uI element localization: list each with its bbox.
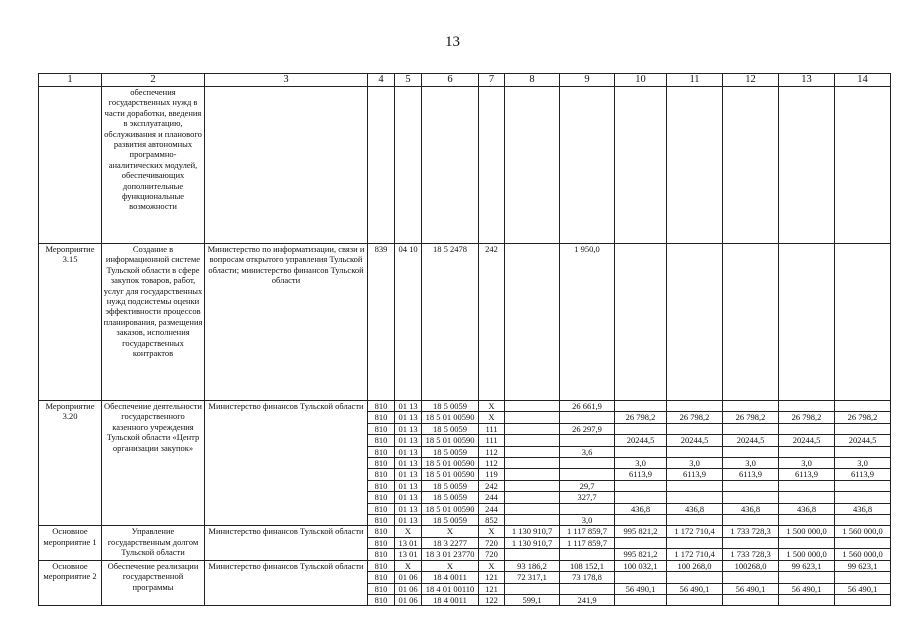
cell-c12: 3,0 [723, 458, 779, 469]
cell-c12 [723, 401, 779, 412]
cell-c5: 13 01 [395, 537, 422, 548]
cell-c4: 810 [368, 401, 395, 412]
cell-c8 [505, 423, 560, 434]
cell-c14 [835, 423, 891, 434]
header-cell: 7 [479, 74, 505, 87]
cell-c5: 01 13 [395, 458, 422, 469]
cell-c12: 56 490,1 [723, 583, 779, 594]
cell-c7: 242 [479, 244, 505, 401]
cell-c11 [667, 537, 723, 548]
cell-c8 [505, 435, 560, 446]
cell-c8: 599,1 [505, 594, 560, 605]
cell-c14 [835, 480, 891, 491]
cell-c8 [505, 469, 560, 480]
cell-c12 [723, 515, 779, 526]
cell-c4: 810 [368, 594, 395, 605]
cell-c7: 112 [479, 446, 505, 457]
cell-c13 [779, 480, 835, 491]
cell-c6: 18 4 0011 [422, 594, 479, 605]
cell-c10 [615, 594, 667, 605]
cell-c6: 18 5 0059 [422, 446, 479, 457]
cell-c9: 73 178,8 [560, 572, 615, 583]
cell-c7: Х [479, 526, 505, 537]
cell-c7: 244 [479, 503, 505, 514]
cell-c5: 01 13 [395, 503, 422, 514]
cell-c10 [615, 401, 667, 412]
cell-c6: Х [422, 560, 479, 571]
header-row [39, 74, 891, 87]
cell-c6: Х [422, 526, 479, 537]
header-cell: 6 [422, 74, 479, 87]
header-cell: 8 [505, 74, 560, 87]
cell-c9: 108 152,1 [560, 560, 615, 571]
cell-c12: 436,8 [723, 503, 779, 514]
cell-c5: 01 13 [395, 435, 422, 446]
cell-c8 [505, 412, 560, 423]
main-measure-1-body [39, 526, 891, 560]
cell-c9: 3,6 [560, 446, 615, 457]
cell-c12: 6113,9 [723, 469, 779, 480]
cell-c13 [779, 446, 835, 457]
cell-c5: 13 01 [395, 549, 422, 560]
cell-c13: 26 798,2 [779, 412, 835, 423]
cell-c8 [505, 515, 560, 526]
main-measure-1-description: Управление государственным долгом Тульской области [102, 526, 205, 560]
header-cell: 13 [779, 74, 835, 87]
cell-c6: 18 3 01 23770 [422, 549, 479, 560]
cell-c8 [505, 458, 560, 469]
header-cell: 12 [723, 74, 779, 87]
cell-c10: 436,8 [615, 503, 667, 514]
measure-3-15-row [39, 244, 891, 401]
header-cell: 5 [395, 74, 422, 87]
program-table [38, 73, 891, 606]
continuation-description: обеспечения государственных нужд в части доработки, введения в эксплуатацию, обслуживания и планового развития автономных программно-аналитических модулей, обеспечивающих дополнительные функциональные возможности [102, 87, 205, 244]
cell-c7: 111 [479, 435, 505, 446]
cell-c4: 810 [368, 583, 395, 594]
cell-c6: 18 5 01 00590 [422, 435, 479, 446]
header-cell: 9 [560, 74, 615, 87]
cell-c6: 18 5 0059 [422, 492, 479, 503]
cell-c10 [615, 423, 667, 434]
cell-c4: 810 [368, 537, 395, 548]
cell-c6: 18 5 0059 [422, 423, 479, 434]
cell-c8 [505, 492, 560, 503]
cell-c14: 436,8 [835, 503, 891, 514]
cell-c5: Х [395, 526, 422, 537]
cell-c10: 995 821,2 [615, 526, 667, 537]
cell-c8 [505, 480, 560, 491]
cell-c11 [667, 594, 723, 605]
cell-c11 [667, 492, 723, 503]
main-measure-1-label: Основное мероприятие 1 [39, 526, 102, 560]
cell-c9: 1 117 859,7 [560, 526, 615, 537]
header-cell: 2 [102, 74, 205, 87]
cell-c12 [723, 480, 779, 491]
cell-c13: 6113,9 [779, 469, 835, 480]
header-cell: 14 [835, 74, 891, 87]
cell-c13: 99 623,1 [779, 560, 835, 571]
cell-c7: 122 [479, 594, 505, 605]
cell-c12 [723, 446, 779, 457]
cell-c11: 56 490,1 [667, 583, 723, 594]
cell-c8 [505, 583, 560, 594]
cell-c11 [667, 423, 723, 434]
cell-c10 [615, 515, 667, 526]
cell-c6: 18 5 0059 [422, 515, 479, 526]
cell-c14: 56 490,1 [835, 583, 891, 594]
cell-c8 [505, 446, 560, 457]
cell-c14 [835, 446, 891, 457]
cell-c6: 18 4 01 00110 [422, 583, 479, 594]
cell-c4: 810 [368, 446, 395, 457]
cell-c9 [560, 503, 615, 514]
cell-c14: 6113,9 [835, 469, 891, 480]
cell-c8 [505, 401, 560, 412]
cell-c12 [723, 423, 779, 434]
cell-c9 [560, 469, 615, 480]
cell-c5: 01 13 [395, 492, 422, 503]
cell-c14: 1 560 000,0 [835, 549, 891, 560]
cell-c4: 810 [368, 458, 395, 469]
cell-c12 [723, 537, 779, 548]
cell-c9 [560, 549, 615, 560]
cell-c4: 810 [368, 526, 395, 537]
cell-c11: 26 798,2 [667, 412, 723, 423]
cell-c14 [835, 401, 891, 412]
cell-c13: 20244,5 [779, 435, 835, 446]
cell-c7: Х [479, 401, 505, 412]
cell-c12 [723, 594, 779, 605]
cell-c8 [505, 244, 560, 401]
main-measure-1-row [39, 526, 891, 537]
cell-c12 [723, 492, 779, 503]
cell-c8 [505, 503, 560, 514]
cell-c14: 99 623,1 [835, 560, 891, 571]
cell-c5: 01 13 [395, 423, 422, 434]
cell-c6: 18 5 0059 [422, 401, 479, 412]
cell-c13 [779, 515, 835, 526]
cell-c14 [835, 594, 891, 605]
cell-c13: 436,8 [779, 503, 835, 514]
cell-c8: 72 317,1 [505, 572, 560, 583]
cell-c9 [560, 583, 615, 594]
cell-c11: 20244,5 [667, 435, 723, 446]
cell-c10: 6113,9 [615, 469, 667, 480]
cell-c11: 100 268,0 [667, 560, 723, 571]
cell-c10 [615, 446, 667, 457]
cell-c11 [667, 401, 723, 412]
measure-3-20-description: Обеспечение деятельности государственного казенного учреждения Тульской области «Центр организации закупок» [102, 401, 205, 526]
cell-c10 [615, 572, 667, 583]
cell-c4: 810 [368, 412, 395, 423]
measure-3-15-description: Создание в информационной системе Тульской области в сфере закупок товаров, работ, услуг для государственных нужд подсистемы оценки эффективности процессов планирования, размещения заказов, исполнения государственных контрактов [102, 244, 205, 401]
header-cell: 3 [205, 74, 368, 87]
cell-c14: 20244,5 [835, 435, 891, 446]
cell-c13 [779, 492, 835, 503]
cell-c9: 26 661,9 [560, 401, 615, 412]
cell-c8: 1 130 910,7 [505, 537, 560, 548]
cell-c5: 01 13 [395, 446, 422, 457]
cell-c7: 720 [479, 537, 505, 548]
cell-c4: 810 [368, 435, 395, 446]
cell-c7: 112 [479, 458, 505, 469]
cell-c10: 26 798,2 [615, 412, 667, 423]
cell-c6: 18 3 2277 [422, 537, 479, 548]
cell-c6: 18 5 01 00590 [422, 469, 479, 480]
cell-c5: 01 13 [395, 412, 422, 423]
main-measure-2-executor: Министерство финансов Тульской области [205, 560, 368, 606]
cell-c13 [779, 401, 835, 412]
measure-3-15-executor: Министерство по информатизации, связи и вопросам открытого управления Тульской области; министерство финансов Тульской области [205, 244, 368, 401]
header-cell: 11 [667, 74, 723, 87]
measure-3-20-row [39, 401, 891, 412]
cell-c9: 241,9 [560, 594, 615, 605]
cell-c10: 56 490,1 [615, 583, 667, 594]
measure-3-20-executor: Министерство финансов Тульской области [205, 401, 368, 526]
cell-c13 [779, 572, 835, 583]
cell-c5: 01 13 [395, 401, 422, 412]
cell-c11 [667, 572, 723, 583]
measure-3-20-label: Мероприятие 3.20 [39, 401, 102, 526]
cell-c5: 04 10 [395, 244, 422, 401]
cell-c4: 810 [368, 560, 395, 571]
cell-c7: 720 [479, 549, 505, 560]
cell-c10: 100 032,1 [615, 560, 667, 571]
header-cell: 10 [615, 74, 667, 87]
cell-c9: 26 297,9 [560, 423, 615, 434]
cell-c13 [779, 594, 835, 605]
cell-c12 [723, 572, 779, 583]
cell-c6: 18 5 0059 [422, 480, 479, 491]
cell-c10: 995 821,2 [615, 549, 667, 560]
cell-c9: 1 950,0 [560, 244, 615, 401]
cell-c14: 3,0 [835, 458, 891, 469]
main-measure-2-description: Обеспечение реализации государственной программы [102, 560, 205, 606]
cell-c7: 121 [479, 572, 505, 583]
cell-c7: Х [479, 560, 505, 571]
cell-c9: 327,7 [560, 492, 615, 503]
cell-c12: 20244,5 [723, 435, 779, 446]
cell-c6: 18 4 0011 [422, 572, 479, 583]
cell-c9 [560, 412, 615, 423]
cell-c5: 01 13 [395, 469, 422, 480]
cell-c14 [835, 492, 891, 503]
cell-c4: 810 [368, 469, 395, 480]
header-cell: 4 [368, 74, 395, 87]
cell-c14 [835, 515, 891, 526]
cell-c5: 01 06 [395, 583, 422, 594]
cell-c11: 1 172 710,4 [667, 526, 723, 537]
cell-c4: 810 [368, 492, 395, 503]
cell-c11 [667, 446, 723, 457]
cell-c9 [560, 435, 615, 446]
cell-c5: 01 06 [395, 572, 422, 583]
cell-c12: 1 733 728,3 [723, 549, 779, 560]
cell-c9: 1 117 859,7 [560, 537, 615, 548]
cell-c4: 810 [368, 515, 395, 526]
cell-c5: 01 13 [395, 515, 422, 526]
cell-c12: 26 798,2 [723, 412, 779, 423]
cell-c5: Х [395, 560, 422, 571]
cell-c13: 3,0 [779, 458, 835, 469]
cell-c11 [667, 515, 723, 526]
cell-c14: 1 560 000,0 [835, 526, 891, 537]
cell-c4: 810 [368, 423, 395, 434]
cell-c7: 111 [479, 423, 505, 434]
cell-c13 [779, 423, 835, 434]
cell-c14 [835, 572, 891, 583]
cell-c4: 839 [368, 244, 395, 401]
cell-c10 [615, 537, 667, 548]
cell-c9: 29,7 [560, 480, 615, 491]
cell-c10: 3,0 [615, 458, 667, 469]
main-measure-2-body [39, 560, 891, 606]
cell-c10 [615, 480, 667, 491]
cell-c4: 810 [368, 503, 395, 514]
cell-c13: 1 500 000,0 [779, 549, 835, 560]
cell-c11: 436,8 [667, 503, 723, 514]
cell-c6: 18 5 01 00590 [422, 458, 479, 469]
cell-c4: 810 [368, 572, 395, 583]
cell-c9: 3,0 [560, 515, 615, 526]
cell-c7: 852 [479, 515, 505, 526]
cell-c6: 18 5 01 00590 [422, 503, 479, 514]
measure-3-20-body [39, 401, 891, 526]
cell-c10 [615, 492, 667, 503]
cell-c12: 1 733 728,3 [723, 526, 779, 537]
header-cell: 1 [39, 74, 102, 87]
main-measure-2-label: Основное мероприятие 2 [39, 560, 102, 606]
cell-c7: Х [479, 412, 505, 423]
main-measure-2-row [39, 560, 891, 571]
cell-c11: 1 172 710,4 [667, 549, 723, 560]
cell-c5: 01 13 [395, 480, 422, 491]
cell-c14 [835, 537, 891, 548]
cell-c13: 1 500 000,0 [779, 526, 835, 537]
cell-c8 [505, 549, 560, 560]
cell-c10: 20244,5 [615, 435, 667, 446]
cell-c7: 242 [479, 480, 505, 491]
cell-c7: 119 [479, 469, 505, 480]
cell-c13: 56 490,1 [779, 583, 835, 594]
cell-c6: 18 5 2478 [422, 244, 479, 401]
cell-c4: 810 [368, 549, 395, 560]
main-measure-1-executor: Министерство финансов Тульской области [205, 526, 368, 560]
continuation-row [39, 87, 891, 244]
cell-c7: 244 [479, 492, 505, 503]
page-number: 13 [445, 34, 460, 50]
cell-c5: 01 06 [395, 594, 422, 605]
cell-c8: 1 130 910,7 [505, 526, 560, 537]
cell-c8: 93 186,2 [505, 560, 560, 571]
cell-c12: 100268,0 [723, 560, 779, 571]
cell-c13 [779, 537, 835, 548]
cell-c11: 3,0 [667, 458, 723, 469]
cell-c6: 18 5 01 00590 [422, 412, 479, 423]
measure-3-15-label: Мероприятие 3.15 [39, 244, 102, 401]
cell-c9 [560, 458, 615, 469]
cell-c11: 6113,9 [667, 469, 723, 480]
cell-c11 [667, 480, 723, 491]
cell-c7: 121 [479, 583, 505, 594]
cell-c4: 810 [368, 480, 395, 491]
cell-c14: 26 798,2 [835, 412, 891, 423]
